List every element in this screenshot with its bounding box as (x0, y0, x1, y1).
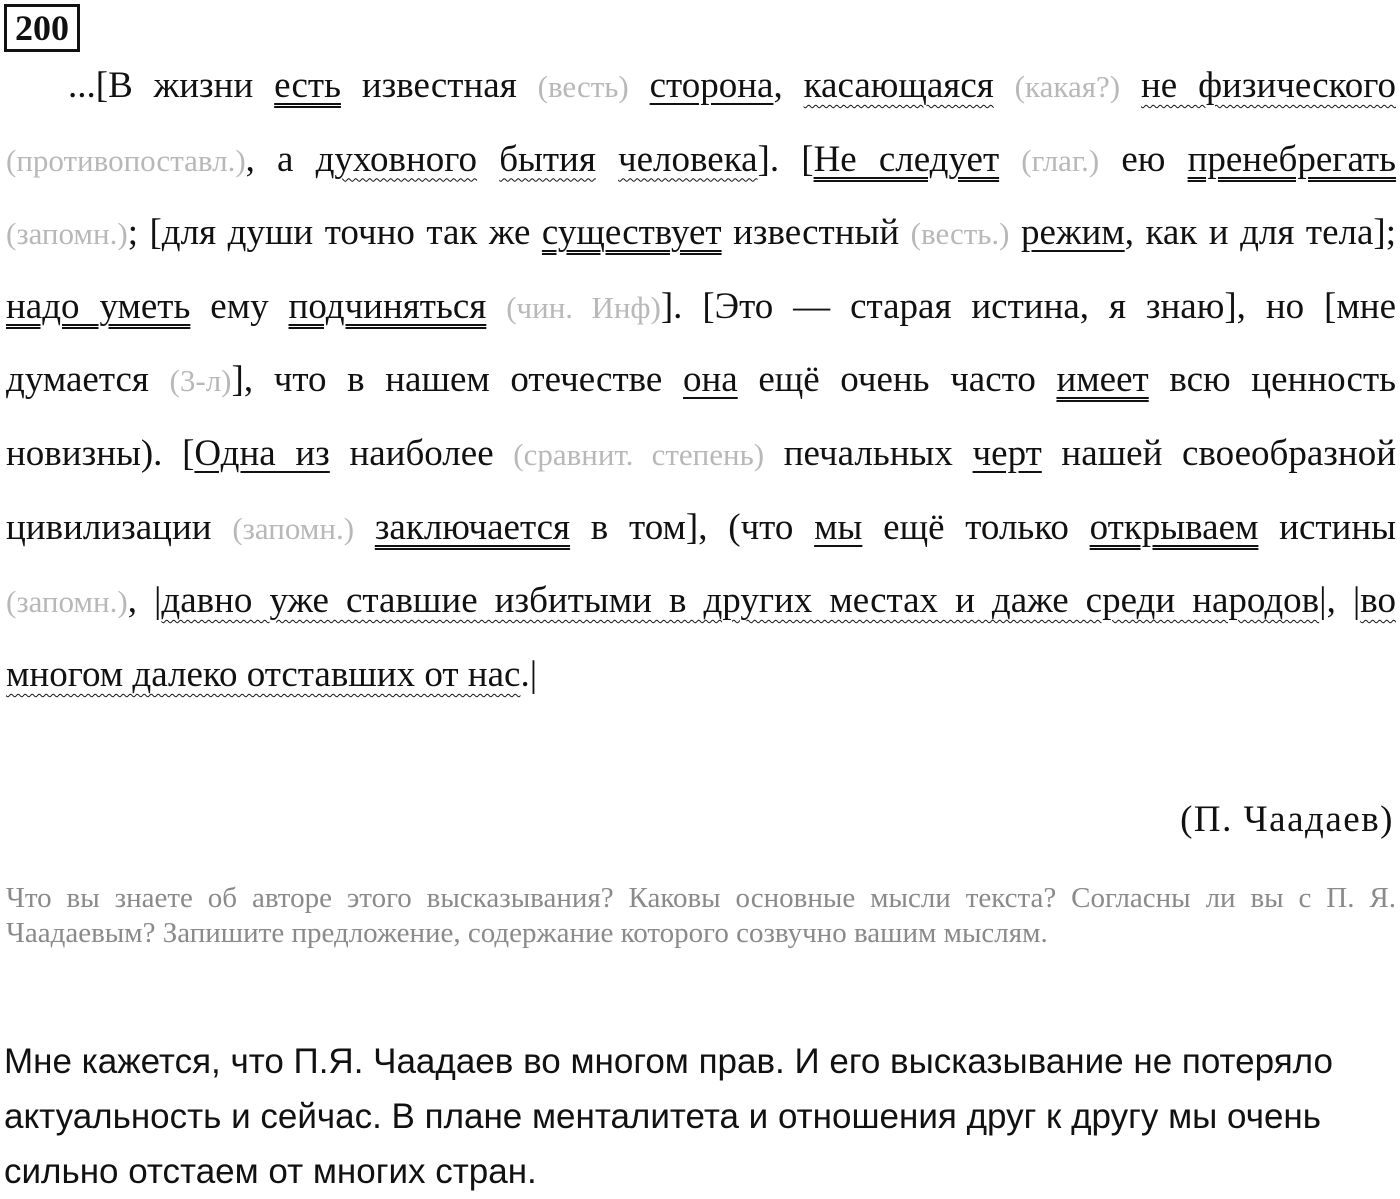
text-fragment: ...[В жизни (68, 65, 275, 106)
text-fragment: всю ценность новизны). [ (6, 359, 1397, 474)
grammar-note: (глаг.) (1021, 142, 1100, 178)
text-fragment: , | (127, 580, 162, 622)
text-fragment: , как и для тела]; (1124, 212, 1396, 254)
text-fragment: ; [для души точно так же (127, 212, 542, 254)
grammar-note: (весть.) (910, 216, 1010, 252)
predicate: пренебрегать (1187, 138, 1396, 180)
text-fragment: ], что в нашем отечестве (231, 359, 683, 401)
grammar-note: (запомн.) (232, 510, 355, 546)
grammar-note: (чин. Инф) (506, 289, 661, 325)
text-fragment: |, | (1319, 580, 1361, 622)
predicate: подчиняться (288, 285, 487, 327)
predicate: надо уметь (6, 285, 191, 327)
exercise-text (6, 50, 1396, 711)
text-fragment: ]. [ (757, 138, 814, 180)
predicate: есть (274, 65, 341, 106)
text-fragment: , а (245, 138, 316, 180)
text-fragment (354, 507, 375, 548)
text-fragment: истины (1258, 506, 1397, 548)
quote-author: (П. Чаадаев) (1180, 799, 1394, 840)
text-fragment (1120, 65, 1141, 106)
text-fragment: ею (1099, 138, 1188, 180)
attribute: не физического (1140, 65, 1396, 106)
text-fragment: ему (190, 285, 289, 327)
text-fragment: известный (721, 212, 911, 254)
grammar-note: (запомн.) (6, 216, 128, 252)
predicate: существует (541, 212, 722, 254)
text-fragment (629, 65, 650, 106)
text-fragment (1010, 212, 1022, 253)
exercise-paragraph (6, 50, 1396, 711)
grammar-note: (запомн.) (6, 584, 128, 620)
text-fragment (999, 139, 1021, 180)
exercise-number: 200 (4, 4, 80, 52)
attribute: бытия (499, 138, 596, 180)
text-fragment (994, 65, 1015, 106)
participial-phrase: давно уже ставшие избитыми в других местах и даже среди народов (161, 580, 1320, 622)
task-text: Что вы знаете об авторе этого высказывания? Каковы основные мысли текста? Согласны ли вы с П. Я. Чаадаевым? Запишите предложение, содержание которого созвучно вашим мыслям. (6, 882, 1396, 949)
participial-phrase: во многом далеко отставших от нас (6, 580, 1396, 695)
subject: черт (972, 432, 1042, 474)
text-fragment: в том], (что (570, 506, 815, 548)
subject: сторона (649, 65, 774, 106)
subject: она (682, 359, 738, 401)
predicate: открываем (1089, 506, 1259, 548)
text-fragment: наиболее (329, 432, 514, 474)
text-fragment: , (773, 65, 804, 106)
predicate: Не следует (813, 138, 1000, 180)
grammar-note: (весть) (537, 69, 629, 104)
subject: мы (814, 506, 863, 548)
text-fragment: известная (340, 65, 538, 106)
text-fragment (477, 139, 499, 180)
predicate: заключается (374, 506, 571, 548)
text-fragment: .| (520, 653, 538, 695)
text-fragment (596, 139, 618, 180)
text-fragment (486, 286, 506, 327)
grammar-note: (противопоставл.) (6, 142, 246, 178)
text-fragment: ещё очень часто (737, 359, 1057, 401)
grammar-note: (сравнит. степень) (513, 436, 765, 472)
text-fragment: печальных (764, 432, 973, 474)
grammar-note: (3-л) (169, 363, 232, 399)
attribute: человека (618, 138, 758, 180)
subject: Одна из (194, 432, 330, 474)
attribute: духовного (315, 138, 478, 180)
text-fragment: ещё только (862, 506, 1090, 548)
subject: режим (1021, 212, 1125, 254)
text-fragment: нашей своеобразной цивилизации (6, 432, 1397, 548)
predicate: имеет (1056, 359, 1149, 401)
attribute: касающаяся (803, 65, 994, 106)
answer-text: Мне кажется, что П.Я. Чаадаев во многом прав. И его высказывание не потеряло актуальность и сейчас. В плане менталитета и отношения друг к другу мы очень сильно отстаем от многих стран. (4, 1042, 1333, 1191)
grammar-note: (какая?) (1014, 69, 1121, 104)
text-fragment: ]. [Это — старая истина, я знаю], но [мне думается (6, 285, 1396, 401)
